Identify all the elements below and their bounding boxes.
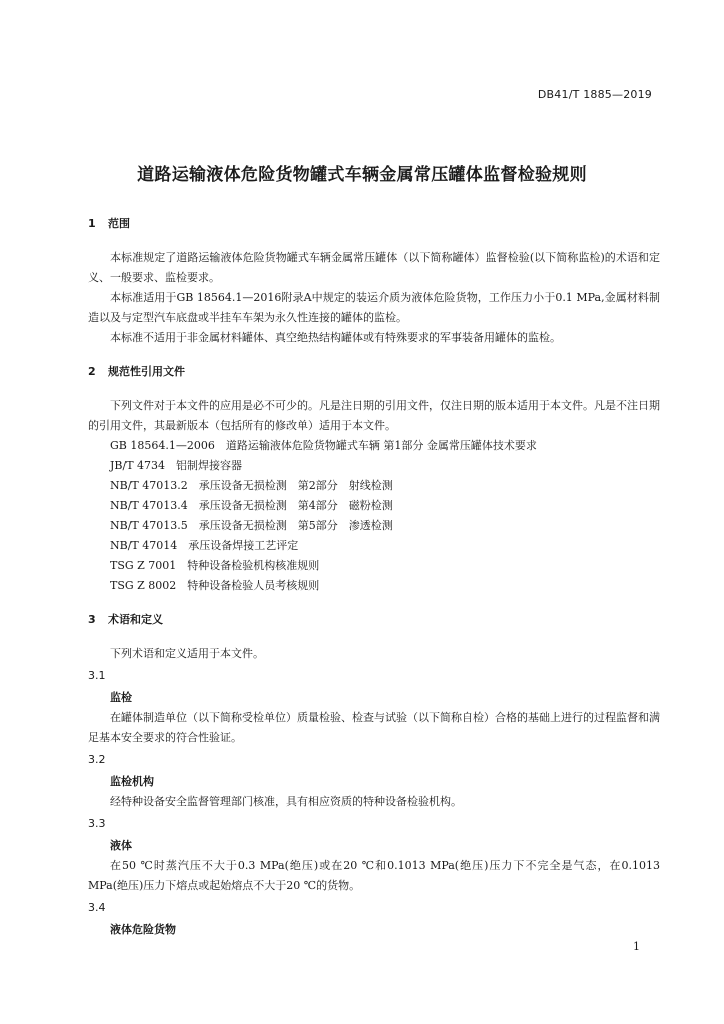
section-title: 范围 [108, 217, 130, 230]
document-id: DB41/T 1885—2019 [537, 88, 652, 101]
section-number: 3 [88, 613, 96, 626]
term-definition: 经特种设备安全监督管理部门核准，具有相应资质的特种设备检验机构。 [110, 795, 462, 808]
reference-item: JB/T 4734 铝制焊接容器 [110, 459, 243, 472]
document-title: 道路运输液体危险货物罐式车辆金属常压罐体监督检验规则 [137, 165, 587, 185]
term-number: 3.3 [88, 817, 106, 830]
reference-item: NB/T 47014 承压设备焊接工艺评定 [110, 539, 299, 552]
reference-item: NB/T 47013.4 承压设备无损检测 第4部分 磁粉检测 [110, 499, 393, 512]
term-definition: 在罐体制造单位（以下简称受检单位）质量检验、检查与试验（以下简称自检）合格的基础上进行的过程监督和满足基本安全要求的符合性验证。 [88, 711, 660, 744]
reference-item: GB 18564.1—2006 道路运输液体危险货物罐式车辆 第1部分 金属常压罐体技术要求 [110, 439, 537, 452]
term-name: 液体危险货物 [110, 923, 176, 936]
reference-item: NB/T 47013.2 承压设备无损检测 第2部分 射线检测 [110, 479, 393, 492]
section-title: 术语和定义 [108, 613, 163, 626]
reference-item: NB/T 47013.5 承压设备无损检测 第5部分 渗透检测 [110, 519, 393, 532]
document-body [88, 214, 660, 940]
term-number: 3.4 [88, 901, 106, 914]
term-definition: 在50 ℃时蒸汽压不大于0.3 MPa(绝压)或在20 ℃和0.1013 MPa(绝压)压力下不完全是气态，在0.1013 MPa(绝压)压力下熔点或起始熔点不大于20 ℃的货物。 [88, 859, 660, 892]
paragraph: 本标准适用于GB 18564.1—2016附录A中规定的装运介质为液体危险货物，工作压力小于0.1 MPa,金属材料制造以及与定型汽车底盘或半挂车车架为永久性连接的罐体的监检。 [88, 291, 660, 324]
section-heading-scope [88, 214, 660, 234]
section-number: 2 [88, 365, 96, 378]
term-name: 监检 [110, 691, 132, 704]
term-number: 3.2 [88, 753, 106, 766]
term-number: 3.1 [88, 669, 106, 682]
section-heading-terms-definitions [88, 610, 660, 630]
reference-item: TSG Z 7001 特种设备检验机构核准规则 [110, 559, 320, 572]
paragraph: 本标准不适用于非金属材料罐体、真空绝热结构罐体或有特殊要求的军事装备用罐体的监检。 [110, 331, 561, 344]
section-title: 规范性引用文件 [108, 365, 185, 378]
page-number: 1 [633, 940, 640, 953]
paragraph: 下列文件对于本文件的应用是必不可少的。凡是注日期的引用文件，仅注日期的版本适用于本文件。凡是不注日期的引用文件，其最新版本（包括所有的修改单）适用于本文件。 [88, 399, 660, 432]
term-name: 监检机构 [110, 775, 154, 788]
section-number: 1 [88, 217, 96, 230]
paragraph: 本标准规定了道路运输液体危险货物罐式车辆金属常压罐体（以下简称罐体）监督检验(以下简称监检)的术语和定义、一般要求、监检要求。 [88, 251, 660, 284]
paragraph: 下列术语和定义适用于本文件。 [110, 647, 264, 660]
reference-item: TSG Z 8002 特种设备检验人员考核规则 [110, 579, 320, 592]
term-name: 液体 [110, 839, 132, 852]
section-heading-normative-references [88, 362, 660, 382]
